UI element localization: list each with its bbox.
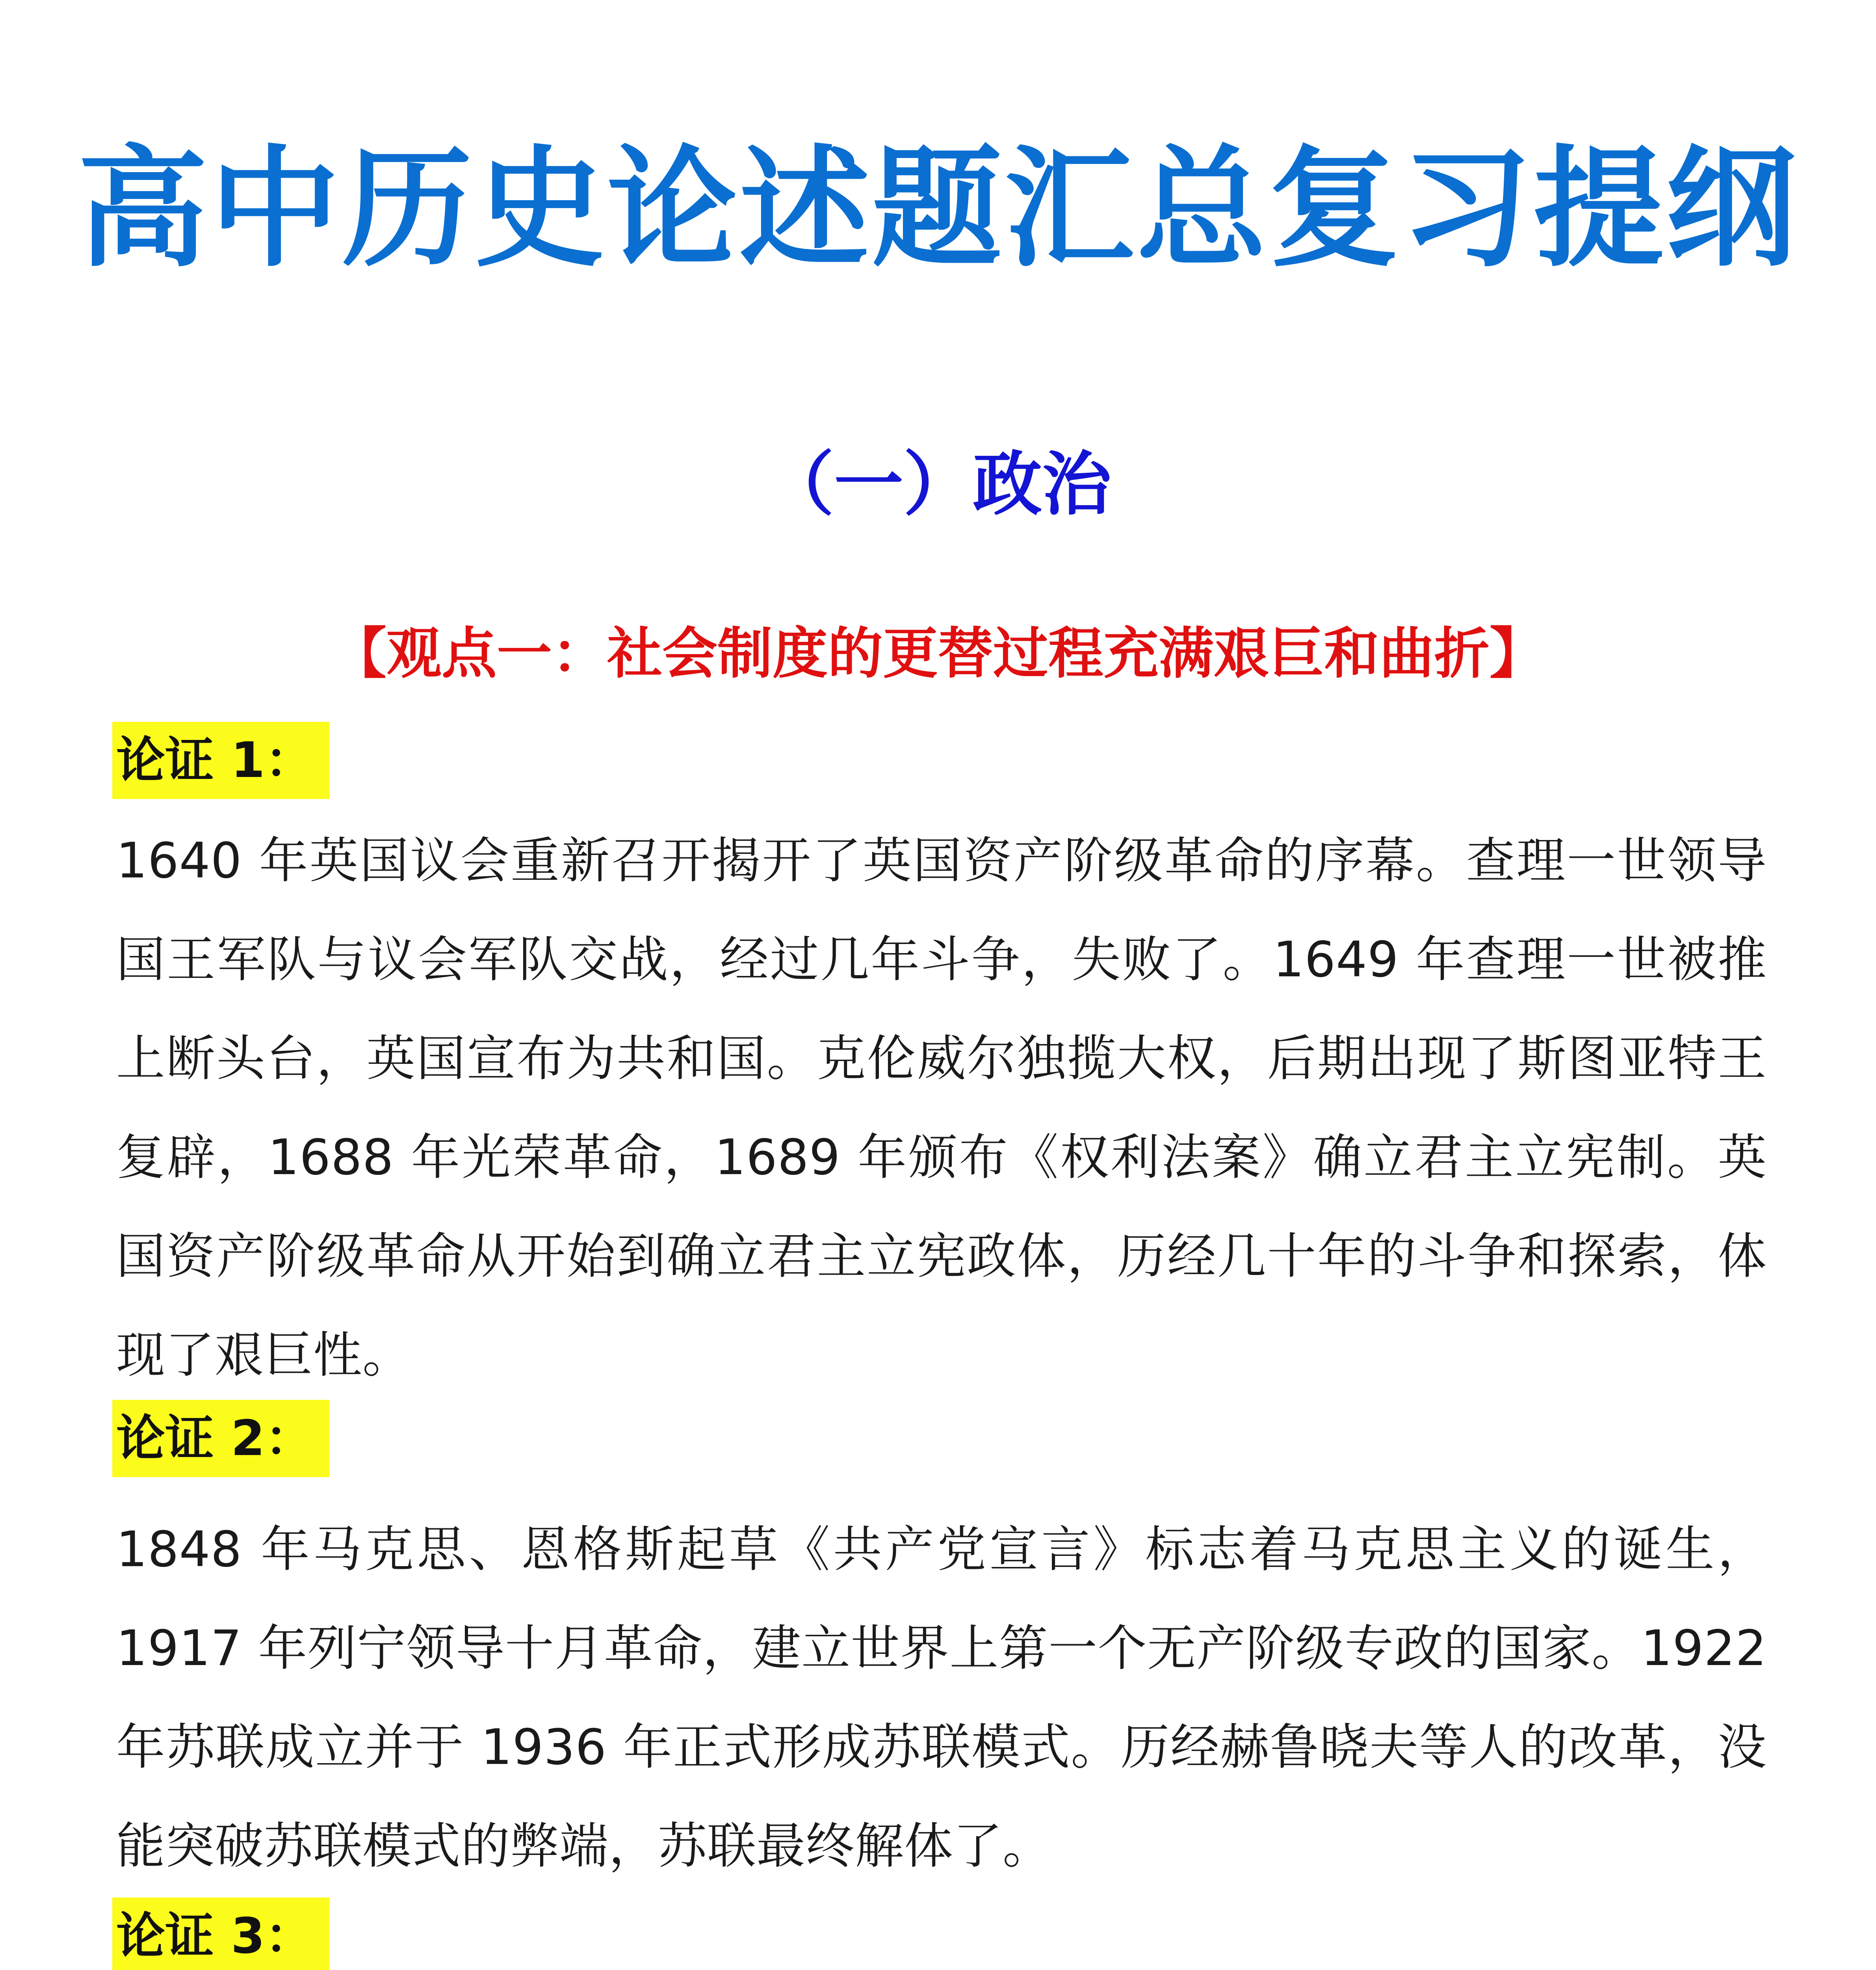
argument-1-label: 论证 1： [112, 722, 329, 799]
argument-1-text: 1640 年英国议会重新召开揭开了英国资产阶级革命的序幕。查理一世领导国王军队与议会军队交战，经过几年斗争，失败了。1649 年查理一世被推上断头台，英国宣布为共和国。克伦威尔独揽大权，后期出现了斯图亚特王复辟，1688 年光荣革命，1689 年颁布《权利法案》确立君主立宪制。英国资产阶级革命从开始到确立君主立宪政体，历经几十年的斗争和探索，体现了艰巨性。 [116, 833, 1767, 1384]
section-heading: （一）政治 [764, 444, 1111, 525]
viewpoint-heading: 【观点一：社会制度的更替过程充满艰巨和曲折】 [331, 622, 1545, 686]
argument-3-label: 论证 3： [112, 1898, 329, 1970]
argument-2-text: 1848 年马克思、恩格斯起草《共产党宣言》标志着马克思主义的诞生，1917 年列宁领导十月革命，建立世界上第一个无产阶级专政的国家。1922 年苏联成立并于 1936 年正式形成苏联模式。历经赫鲁晓夫等人的改革，没能突破苏联模式的弊端，苏联最终解体了。 [116, 1521, 1767, 1875]
document-title: 高中历史论述题汇总复习提纲 [78, 133, 1798, 284]
argument-2-label: 论证 2： [112, 1400, 329, 1477]
